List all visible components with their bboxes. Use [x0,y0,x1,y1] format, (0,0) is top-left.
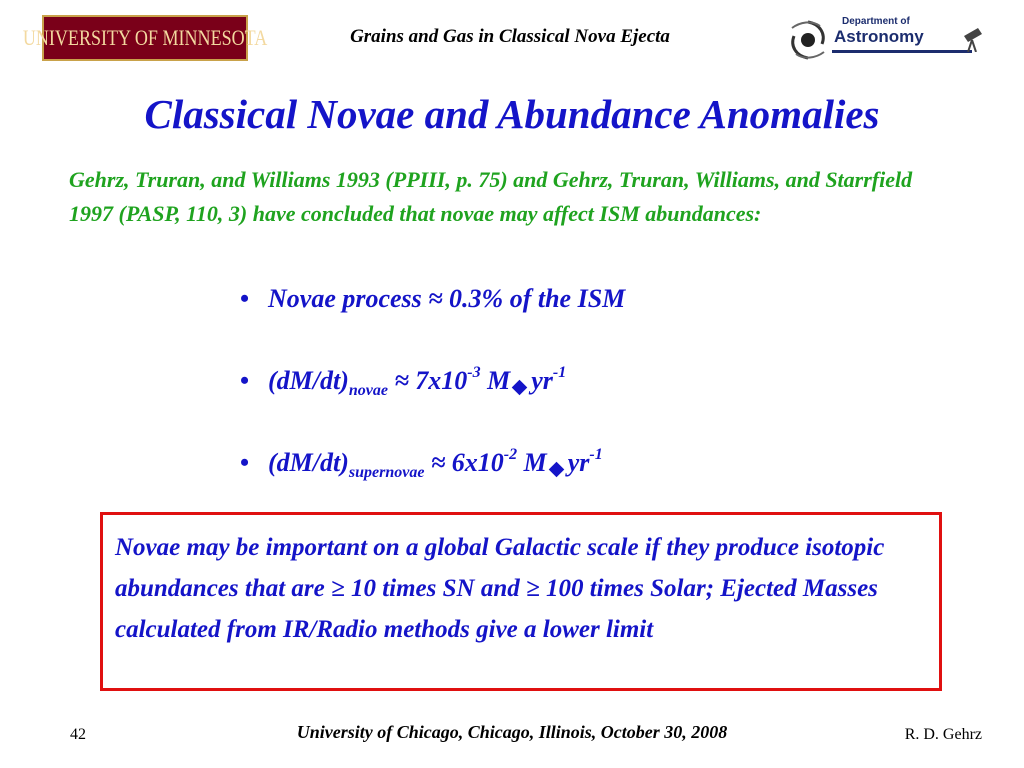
galaxy-icon [786,18,830,62]
diamond-sun-icon [512,380,528,396]
bullet-dot: • [240,366,250,395]
slide-number: 42 [70,726,86,743]
rate-prefix: (dM/dt) [268,366,349,395]
year-exponent: -1 [552,364,567,381]
presentation-title: Grains and Gas in Classical Nova Ejecta [350,26,670,47]
rate-prefix: (dM/dt) [268,448,349,477]
rate-exponent: -2 [503,446,518,463]
umn-logo-text: UNIVERSITY OF MINNESOTA [22,25,268,50]
diamond-sun-icon [548,462,564,478]
year-unit: yr [531,366,553,395]
astronomy-department-logo [786,14,986,66]
footer-author: R. D. Gehrz [904,726,982,743]
rate-value: ≈ 7x10 [388,366,468,395]
footer-venue: University of Chicago, Chicago, Illinois, October 30, 2008 [296,722,728,742]
rate-value: ≈ 6x10 [424,448,504,477]
telescope-icon [962,26,984,52]
conclusion-callout-box: Novae may be important on a global Galactic scale if they produce isotopic abundances that are ≥ 10 times SN and ≥ 100 times Solar; Ejected Masses calculated from IR/Radio methods give a lower limit [100,512,942,691]
bullet-novae-process [240,284,625,314]
astronomy-logo-rule [832,50,972,53]
rate-subscript: novae [348,382,388,399]
mass-unit: M [487,366,511,395]
astronomy-logo-dept-text: Department of [842,16,910,27]
year-exponent: -1 [589,446,603,463]
bullet-novae-rate [240,364,566,400]
intro-paragraph: Gehrz, Truran, and Williams 1993 (PPIII, p. 75) and Gehrz, Truran, Williams, and Starrfield 1997 (PASP, 110, 3) have concluded that novae may affect ISM abundances: [69,167,913,226]
bullet-dot: • [240,448,250,477]
mass-unit: M [523,448,547,477]
rate-subscript: supernovae [348,464,425,481]
year-unit: yr [567,448,590,477]
astronomy-logo-name-text: Astronomy [834,27,924,46]
bullet-text: Novae process ≈ 0.3% of the ISM [268,284,626,313]
university-of-minnesota-logo [22,15,268,61]
bullet-dot: • [240,284,250,313]
rate-exponent: -3 [467,364,481,381]
bullet-supernovae-rate [240,446,603,482]
slide-title: Classical Novae and Abundance Anomalies [144,91,880,137]
